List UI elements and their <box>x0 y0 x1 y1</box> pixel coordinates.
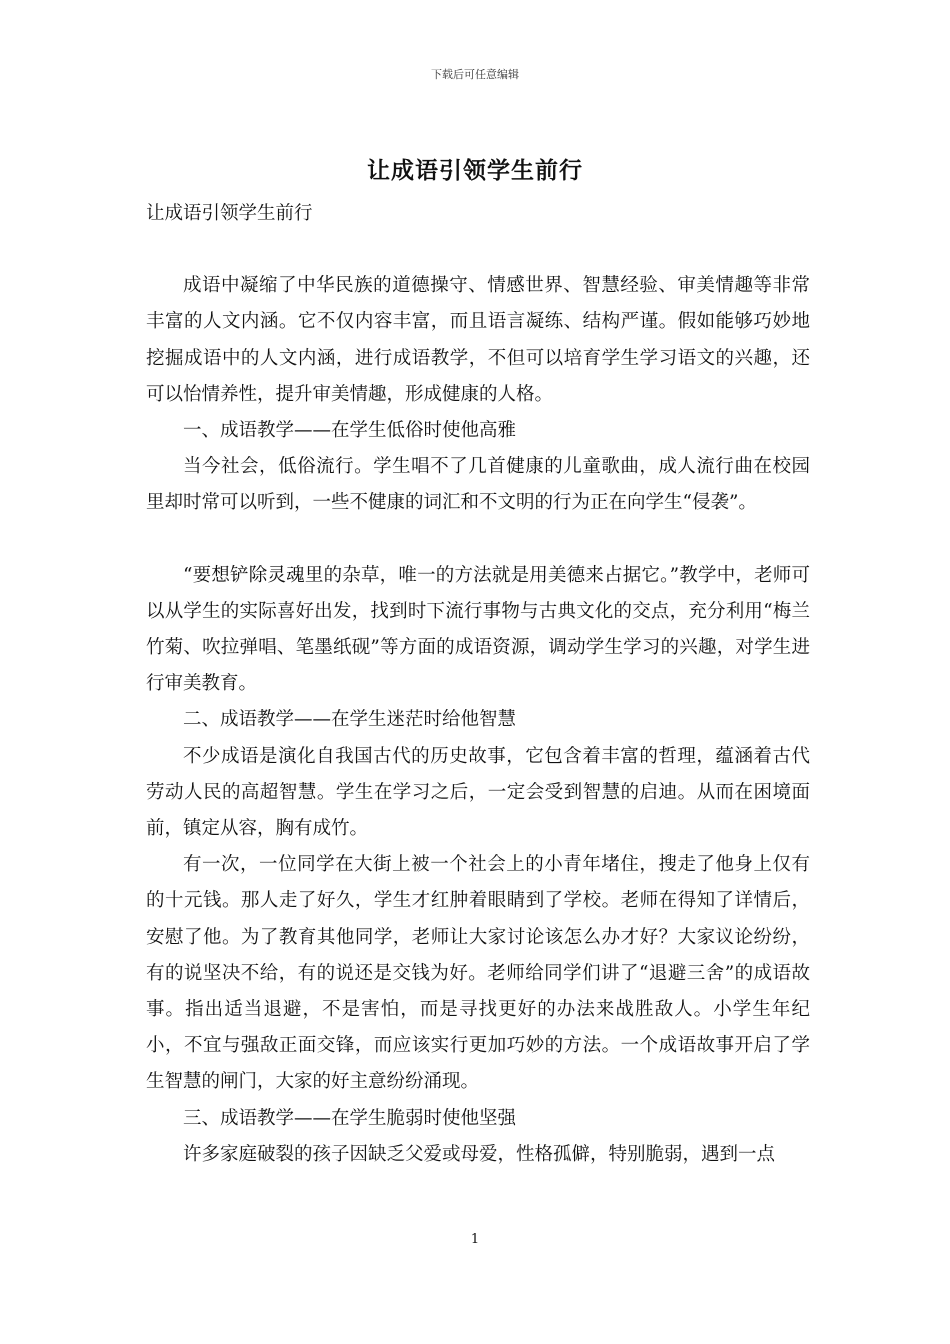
document-body <box>146 196 810 1173</box>
page-number: 1 <box>470 1232 480 1247</box>
document-subtitle: 让成语引领学生前行 <box>146 203 313 224</box>
document-title: 让成语引领学生前行 <box>367 157 583 184</box>
header-note: 下载后可任意编辑 <box>431 68 519 81</box>
paragraph: 许多家庭破裂的孩子因缺乏父爱或母爱，性格孤僻，特别脆弱，遇到一点 <box>183 1143 776 1165</box>
blank-line <box>146 232 810 268</box>
paragraph-intro: 成语中凝缩了中华民族的道德操守、情感世界、智慧经验、审美情趣等非常丰富的人文内涵。它不仅内容丰富，而且语言凝练、结构严谨。假如能够巧妙地挖掘成语中的人文内涵，进行成语教学，不但可以培育学生学习语文的兴趣，还可以怡情养性，提升审美情趣，形成健康的人格。 <box>146 275 810 405</box>
section-heading-2: 二、成语教学——在学生迷茫时给他智慧 <box>183 709 517 731</box>
paragraph: “要想铲除灵魂里的杂草，唯一的方法就是用美德来占据它。”教学中，老师可以从学生的实际喜好出发，找到时下流行事物与古典文化的交点，充分利用“梅兰竹菊、吹拉弹唱、笔墨纸砚”等方面的成语资源，调动学生学习的兴趣，对学生进行审美教育。 <box>146 564 810 695</box>
paragraph: 有一次，一位同学在大街上被一个社会上的小青年堵住，搜走了他身上仅有的十元钱。那人走了好久，学生才红肿着眼睛到了学校。老师在得知了详情后，安慰了他。为了教育其他同学，老师让大家讨论该怎么办才好？大家议论纷纷，有的说坚决不给，有的说还是交钱为好。老师给同学们讲了“退避三舍”的成语故事。指出适当退避，不是害怕，而是寻找更好的办法来战胜敌人。小学生年纪小，不宜与强敌正面交锋，而应该实行更加巧妙的方法。一个成语故事开启了学生智慧的闸门，大家的好主意纷纷涌现。 <box>146 854 810 1093</box>
section-heading-1: 一、成语教学——在学生低俗时使他高雅 <box>183 420 517 442</box>
paragraph: 不少成语是演化自我国古代的历史故事，它包含着丰富的哲理，蕴涵着古代劳动人民的高超智慧。学生在学习之后，一定会受到智慧的启迪。从而在困境面前，镇定从容，胸有成竹。 <box>146 745 810 840</box>
paragraph: 当今社会，低俗流行。学生唱不了几首健康的儿童歌曲，成人流行曲在校园里却时常可以听到，一些不健康的词汇和不文明的行为正在向学生“侵袭”。 <box>146 456 810 514</box>
section-heading-3: 三、成语教学——在学生脆弱时使他坚强 <box>183 1107 517 1129</box>
blank-line <box>146 522 810 558</box>
